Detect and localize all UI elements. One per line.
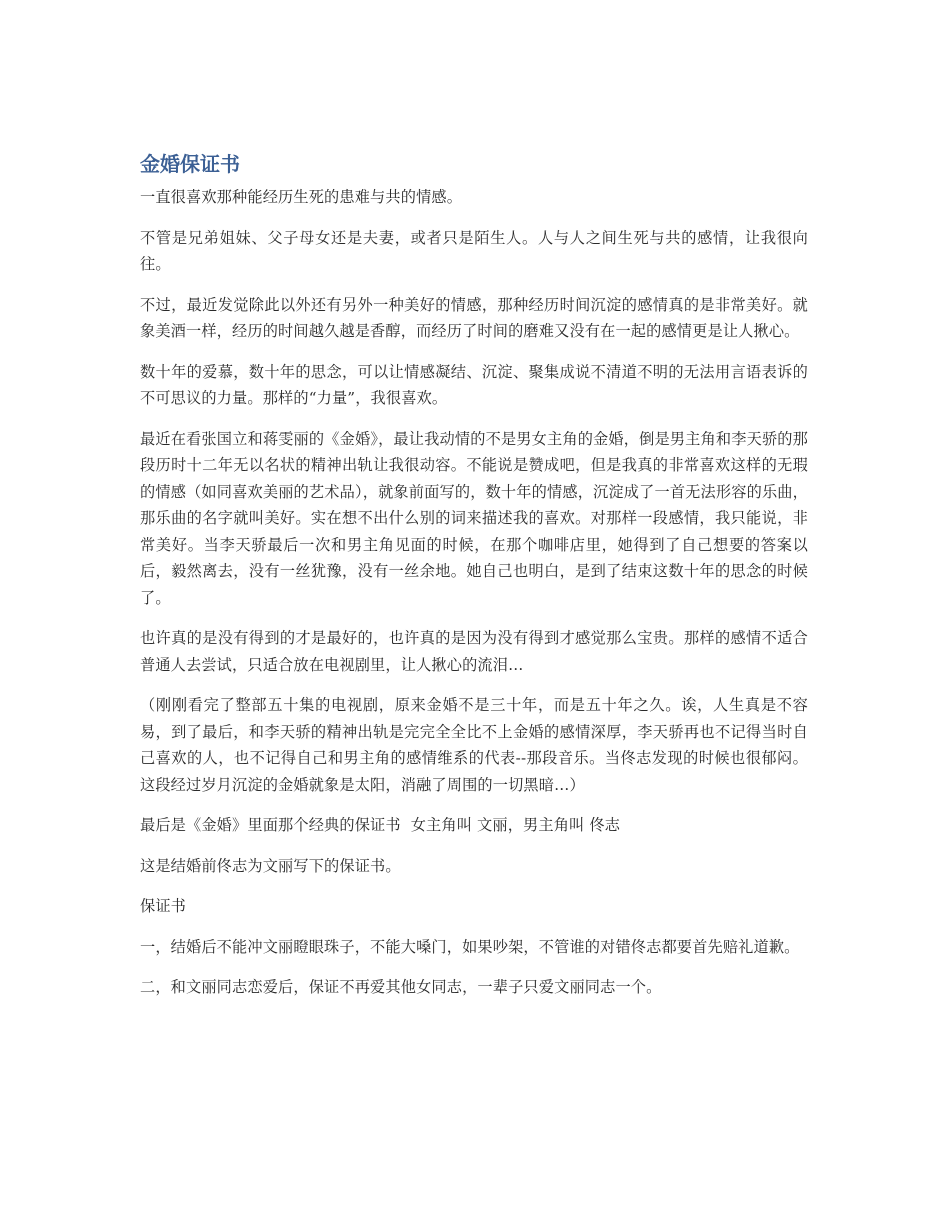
paragraph-8: 最后是《金婚》里面那个经典的保证书 女主角叫 文丽，男主角叫 佟志 [140, 816, 621, 834]
paragraph-2: 不管是兄弟姐妹、父子母女还是夫妻，或者只是陌生人。人与人之间生死与共的感情，让我很向往。 [140, 228, 808, 273]
paragraph-7: （刚刚看完了整部五十集的电视剧，原来金婚不是三十年，而是五十年之久。诶，人生真是不容易，到了最后，和李天骄的精神出轨是完完全全比不上金婚的感情深厚，李天骄再也不记得当时自己喜欢的人，也不记得自己和男主角的感情维系的代表--那段音乐。当佟志发现的时候也很郁闷。这段经过岁月沉淀的金婚就象是太阳，消融了周围的一切黑暗…） [140, 696, 808, 794]
paragraph-9: 这是结婚前佟志为文丽写下的保证书。 [140, 856, 401, 875]
pledge-item-1: 一，结婚后不能冲文丽瞪眼珠子，不能大嗓门，如果吵架，不管谁的对错佟志都要首先赔礼道歉。 [140, 937, 800, 956]
paragraph-4: 数十年的爱慕，数十年的思念，可以让情感凝结、沉淀、聚集成说不清道不明的无法用言语表诉的不可思议的力量。那样的“力量”，我很喜欢。 [140, 362, 808, 407]
pledge-item-2: 二，和文丽同志恋爱后，保证不再爱其他女同志，一辈子只爱文丽同志一个。 [140, 978, 662, 996]
paragraph-3: 不过，最近发觉除此以外还有另外一种美好的情感，那种经历时间沉淀的感情真的是非常美好。就象美酒一样，经历的时间越久越是香醇，而经历了时间的磨难又没有在一起的感情更是让人揪心。 [140, 295, 808, 340]
document-page [140, 150, 808, 1015]
page-title: 金婚保证书 [140, 152, 240, 176]
paragraph-6: 也许真的是没有得到的才是最好的，也许真的是因为没有得到才感觉那么宝贵。那样的感情不适合普通人去尝试，只适合放在电视剧里，让人揪心的流泪… [140, 629, 808, 674]
paragraph-intro: 一直很喜欢那种能经历生死的患难与共的情感。 [140, 188, 463, 206]
paragraph-5: 最近在看张国立和蒋雯丽的《金婚》，最让我动情的不是男女主角的金婚，倒是男主角和李天骄的那段历时十二年无以名状的精神出轨让我很动容。不能说是赞成吧，但是我真的非常喜欢这样的无瑕的情感（如同喜欢美丽的艺术品），就象前面写的，数十年的情感，沉淀成了一首无法形容的乐曲，那乐曲的名字就叫美好。实在想不出什么别的词来描述我的喜欢。对那样一段感情，我只能说，非常美好。当李天骄最后一次和男主角见面的时候，在那个咖啡店里，她得到了自己想要的答案以后，毅然离去，没有一丝犹豫，没有一丝余地。她自己也明白，是到了结束这数十年的思念的时候了。 [140, 429, 808, 607]
pledge-heading: 保证书 [140, 897, 187, 915]
